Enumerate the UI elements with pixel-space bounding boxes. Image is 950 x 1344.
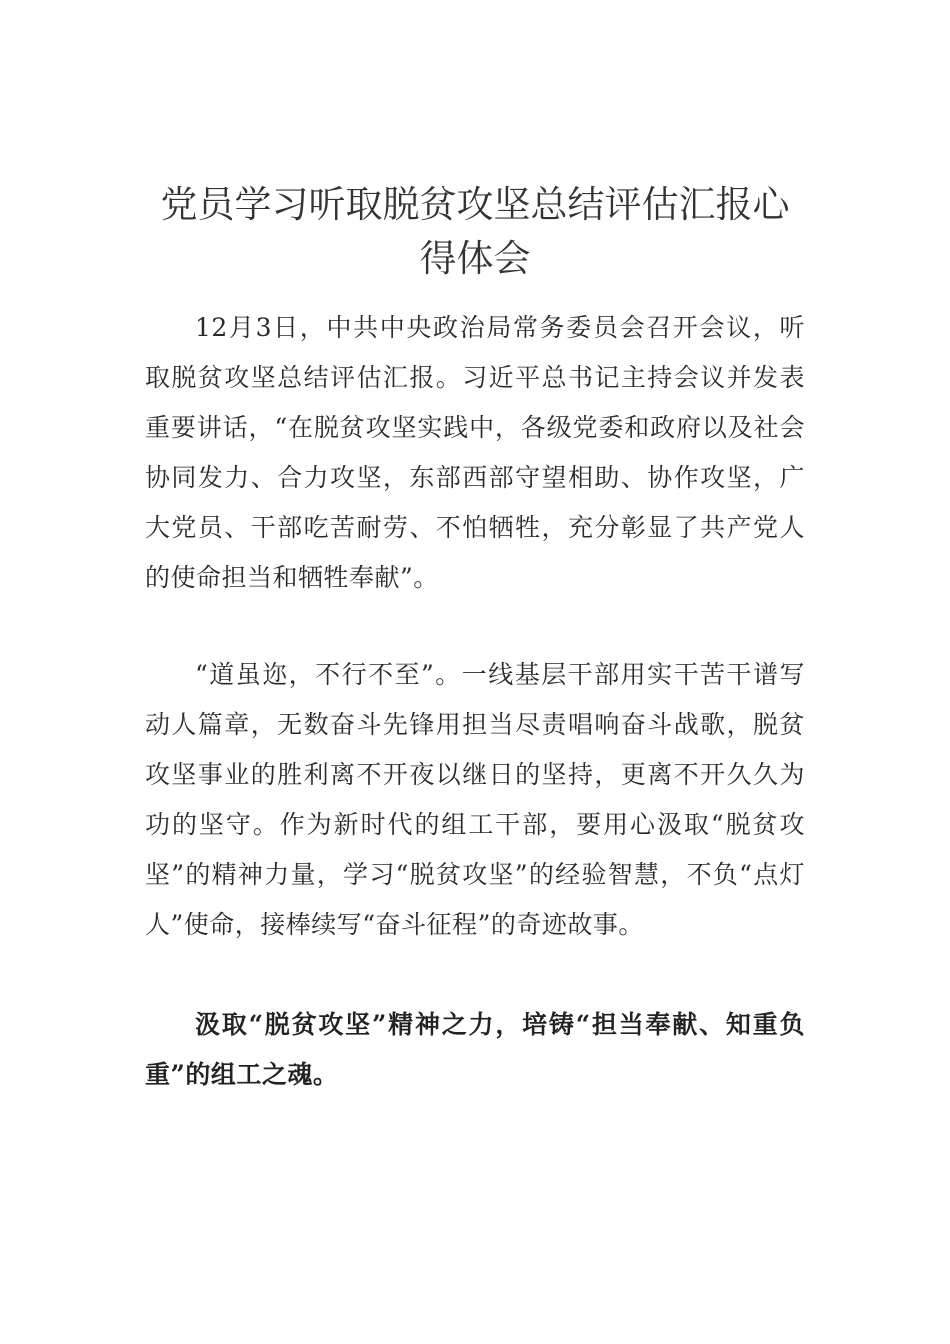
title-line-2: 得体会 (419, 237, 531, 280)
document-title (145, 178, 805, 286)
title-line-1: 党员学习听取脱贫攻坚总结评估汇报心 (160, 183, 790, 226)
paragraph-1: 12月3日，中共中央政治局常务委员会召开会议，听取脱贫攻坚总结评估汇报。习近平总书记主持会议并发表重要讲话，“在脱贫攻坚实践中，各级党委和政府以及社会协同发力、合力攻坚，东部西部守望相助、协作攻坚，广大党员、干部吃苦耐劳、不怕牺牲，充分彰显了共产党人的使命担当和牺牲奉献”。 (145, 313, 805, 592)
paragraph-2: “道虽迩，不行不至”。一线基层干部用实干苦干谱写动人篇章，无数奋斗先锋用担当尽责唱响奋斗战歌，脱贫攻坚事业的胜利离不开夜以继日的坚持，更离不开久久为功的坚守。作为新时代的组工干部，要用心汲取“脱贫攻坚”的精神力量，学习“脱贫攻坚”的经验智慧，不负“点灯人”使命，接棒续写“奋斗征程”的奇迹故事。 (145, 660, 805, 939)
section-heading: 汲取“脱贫攻坚”精神之力，培铸“担当奉献、知重负重”的组工之魂。 (145, 1010, 805, 1089)
